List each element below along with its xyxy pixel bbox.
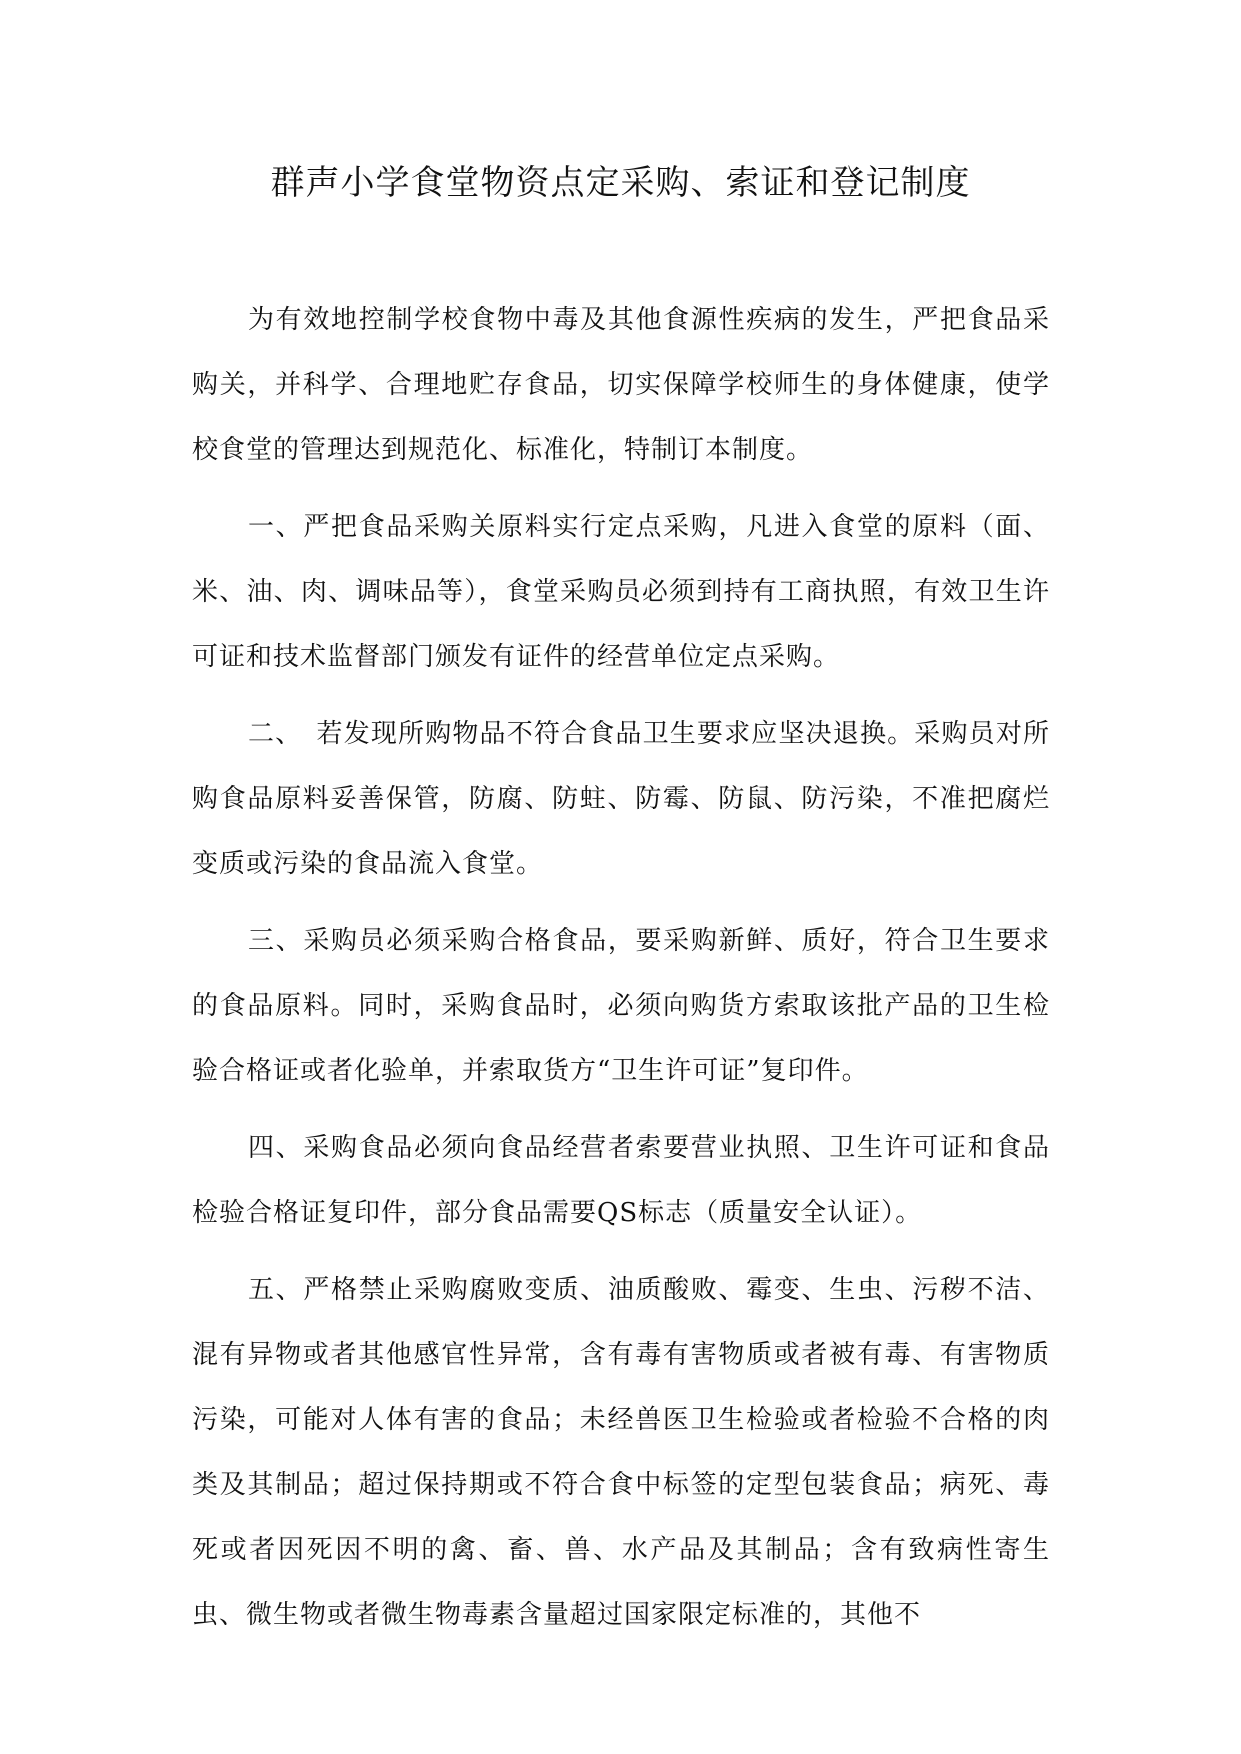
paragraph-item-1: 一、严把食品采购关原料实行定点采购，凡进入食堂的原料（面、米、油、肉、调味品等），食堂采购员必须到持有工商执照，有效卫生许可证和技术监督部门颁发有证件的经营单位定点采购。 [192, 512, 1050, 672]
document-title: 群声小学食堂物资点定采购、索证和登记制度 [270, 163, 971, 203]
paragraph-intro: 为有效地控制学校食物中毒及其他食源性疾病的发生，严把食品采购关，并科学、合理地贮存食品，切实保障学校师生的身体健康，使学校食堂的管理达到规范化、标准化，特制订本制度。 [192, 305, 1050, 465]
document-body [192, 288, 1050, 1648]
paragraph-item-2: 二、 若发现所购物品不符合食品卫生要求应坚决退换。采购员对所购食品原料妥善保管，防腐、防蛀、防霉、防鼠、防污染，不准把腐烂变质或污染的食品流入食堂。 [192, 719, 1050, 879]
paragraph-item-3: 三、采购员必须采购合格食品，要采购新鲜、质好，符合卫生要求的食品原料。同时，采购食品时，必须向购货方索取该批产品的卫生检验合格证或者化验单，并索取货方“卫生许可证”复印件。 [192, 926, 1050, 1086]
paragraph-item-4: 四、采购食品必须向食品经营者索要营业执照、卫生许可证和食品检验合格证复印件，部分食品需要QS标志（质量安全认证）。 [192, 1133, 1050, 1228]
paragraph-item-5: 五、严格禁止采购腐败变质、油质酸败、霉变、生虫、污秽不洁、混有异物或者其他感官性异常，含有毒有害物质或者被有毒、有害物质污染，可能对人体有害的食品；未经兽医卫生检验或者检验不合格的肉类及其制品；超过保持期或不符合食中标签的定型包装食品；病死、毒死或者因死因不明的禽、畜、兽、水产品及其制品；含有致病性寄生虫、微生物或者微生物毒素含量超过国家限定标准的，其他不 [192, 1275, 1050, 1630]
